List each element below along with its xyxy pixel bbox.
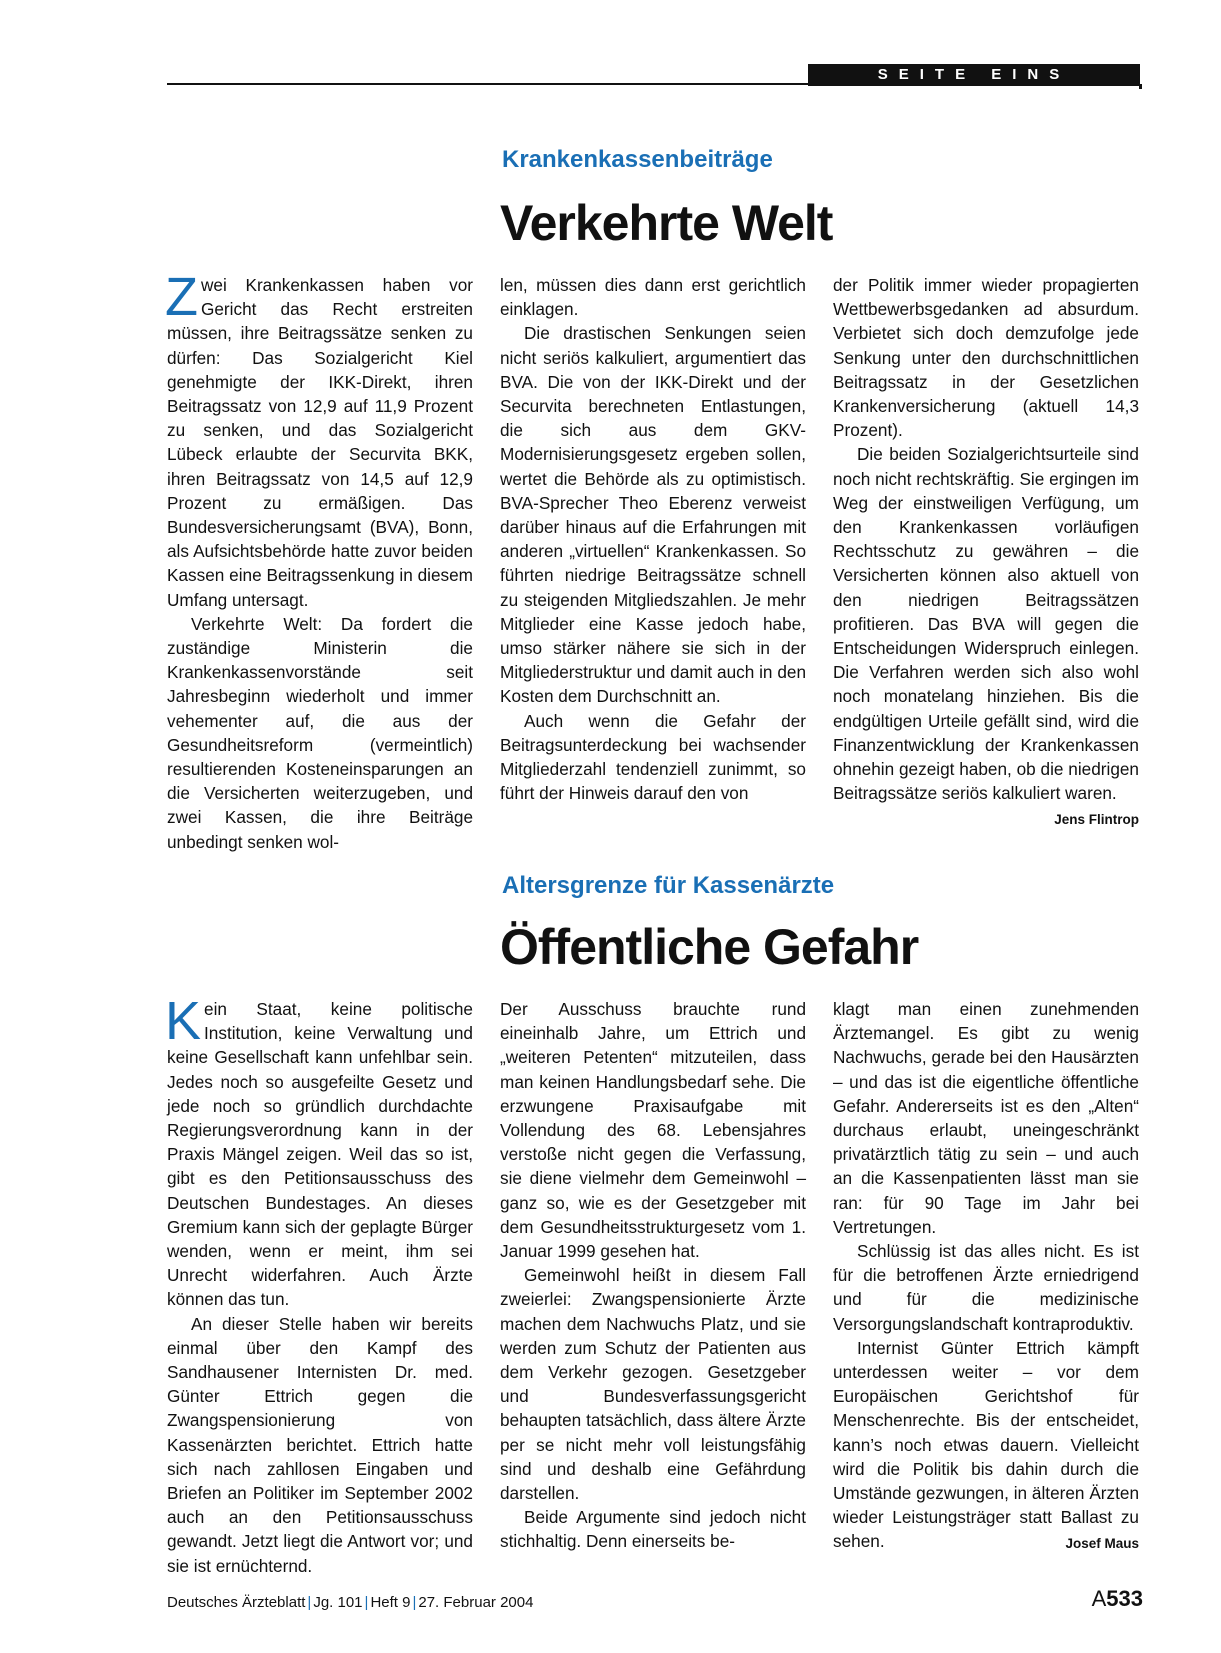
article2-col1-para: An dieser Stelle haben wir bereits einmal über den Kampf des Sandhausener Internisten Dr. med. Günter Ettrich gegen die Zwangspensionierung von Kassenärzten berichtet. Ettrich hatte sich nach zahllosen Eingaben und Briefen an Politiker im September 2002 auch an den Petitionsausschuss gewandt. Jetzt liegt die Antwort vor; und sie ist ernüchternd.	[167, 1313, 473, 1576]
article1-col3-text-1: Die beiden Sozialgerichtsurteile sind noch nicht rechtskräftig. Sie ergingen im Weg der einstweiligen Verfügung, um den Krankenkassen vorläufigen Rechtsschutz zu gewähren – die Versicherten können also aktuell von den niedrigen Beitragssätzen profitieren. Das BVA will gegen die Entscheidungen Widerspruch einlegen. Die Verfahren werden sich also wohl noch monatelang hinziehen. Bis die endgültigen Urteile gefällt sind, wird die Finanzentwicklung der Krankenkassen ohnehin gezeigt haben, ob die niedrigen Beitragssätze seriös kalkuliert waren.	[833, 444, 1139, 804]
article2-col3-para: klagt man einen zunehmenden Ärztemangel. Es gibt zu wenig Nachwuchs, gerade bei den Hausärzten – und das ist die eigentliche öffentliche Gefahr. Andererseits ist es den „Alten“ durchaus erlaubt, uneingeschränkt privatärztlich tätig zu sein – und auch an die Kassenpatienten lässt man sie ran: für 90 Tage im Jahr bei Vertretungen.	[833, 999, 1139, 1237]
footer-citation	[167, 1594, 533, 1611]
article1-col1-para	[165, 267, 473, 612]
article1-kicker: Krankenkassenbeiträge	[502, 146, 773, 173]
footer-separator: |	[412, 1594, 417, 1611]
article2-col3-para: Schlüssig ist das alles nicht. Es ist für die betroffenen Ärzte erniedrigend und für die medizinische Versorgungslandschaft kontraproduktiv.	[833, 1241, 1139, 1334]
article2-author: Josef Maus	[1065, 1536, 1139, 1552]
page-prefix: A	[1091, 1586, 1107, 1611]
article1-col1-text-0: wei Krankenkassen haben vor Gericht das Recht erstreiten müssen, ihre Beitragssätze senken zu dürfen: Das Sozialgericht Kiel genehmigte der IKK-Direkt, ihren Beitragssatz von 12,9 auf 11,9 Prozent zu senken, und das Sozialgericht Lübeck erlaubte der Securvita BKK, ihren Beitragssatz von 14,5 auf 12,9 Prozent zu ermäßigen. Das Bundesversicherungsamt (BVA), Bonn, als Aufsichtsbehörde hatte zuvor beiden Kassen eine Beitragssenkung in diesem Umfang untersagt.	[167, 275, 473, 610]
article1-column-3	[833, 273, 1139, 833]
article2-column-1	[165, 991, 473, 1578]
page-number-value: 533	[1106, 1586, 1143, 1611]
article1-headline: Verkehrte Welt	[500, 195, 833, 251]
article2-col1-text-0: ein Staat, keine politische Institution, keine Verwaltung und keine Gesellschaft kann unfehlbar sein. Jedes noch so ausgefeilte Gesetz und jede noch so gründlich durchdachte Regierungsverordnung kann in der Praxis Mängel zeigen. Weil das so ist, gibt es den Petitionsausschuss des Deutschen Bundestages. An dieses Gremium kann sich der geplagte Bürger wenden, wenn er meint, ihm sei Unrecht widerfahren. Auch Ärzte können das tun.	[167, 999, 473, 1310]
article1-col3-para	[833, 442, 1139, 828]
article2-col2-para: Der Ausschuss brauchte rund eineinhalb Jahre, um Ettrich und „weiteren Petenten“ mitzuteilen, dass man keinen Handlungsbedarf sehe. Die erzwungene Praxisaufgabe mit Vollendung des 68. Lebensjahres verstoße nicht gegen die Verfassung, sie diene vielmehr dem Gemeinwohl – ganz so, wie es der Gesetzgeber mit dem Gesundheitsstrukturgesetz vom 1. Januar 1999 gesehen hat.	[500, 999, 806, 1262]
article1-col2-para: Die drastischen Senkungen seien nicht seriös kalkuliert, argumentiert das BVA. Die von der IKK-Direkt und der Securvita berechneten Entlastungen, die sich aus dem GKV-Modernisierungsgesetz ergeben sollen, wertet die Behörde als zu optimistisch. BVA-Sprecher Theo Eberenz verweist darüber hinaus auf die Erfahrungen mit anderen „virtuellen“ Krankenkassen. So führten niedrige Beitragssätze schnell zu steigenden Mitgliedszahlen. Je mehr Mitglieder eine Kasse jedoch habe, umso stärker nähere sie sich in der Mitgliederstruktur und damit auch in den Kosten dem Durchschnitt an.	[500, 323, 806, 707]
article1-column-1	[165, 267, 473, 854]
article1-dropcap: Z	[165, 267, 198, 327]
section-label: SEITE EINS	[808, 64, 1140, 86]
article1-col3-para: der Politik immer wieder propagierten Wettbewerbsgedanken ad absurdum. Verbietet sich doch demzufolge jede Senkung unter den durchschnittlichen Beitragssatz in der Gesetzlichen Krankenversicherung (aktuell 14,3 Prozent).	[833, 275, 1139, 441]
article2-kicker: Altersgrenze für Kassenärzte	[502, 872, 835, 899]
article1-column-2	[500, 273, 806, 805]
page-number	[1092, 1586, 1143, 1612]
article2-column-3	[833, 997, 1139, 1557]
article2-headline: Öffentliche Gefahr	[500, 919, 919, 975]
footer-date: 27. Februar 2004	[418, 1594, 534, 1611]
article2-col2-para: Gemeinwohl heißt in diesem Fall zweierlei: Zwangspensionierte Ärzte machen dem Nachwuchs Platz, und sie werden zum Schutz der Patienten aus dem Verkehr gezogen. Gesetzgeber und Bundesverfassungsgericht behaupten tatsächlich, dass ältere Ärzte per se nicht mehr voll leistungsfähig sind und deshalb eine Gefährdung darstellen.	[500, 1265, 806, 1504]
article1-col1-para: Verkehrte Welt: Da fordert die zuständige Ministerin die Krankenkassenvorstände seit Jahresbeginn wiederholt und immer vehementer auf, die aus der Gesundheitsreform (vermeintlich) resultierenden Kosteneinsparungen an die Versicherten weiterzugeben, und zwei Kassen, die ihre Beiträge unbedingt senken wol-	[167, 613, 473, 852]
article2-column-2	[500, 997, 806, 1554]
footer-volume: Jg. 101	[313, 1594, 363, 1611]
footer-separator: |	[307, 1594, 312, 1611]
footer-journal: Deutsches Ärzteblatt	[167, 1594, 306, 1611]
footer-separator: |	[364, 1594, 369, 1611]
article2-col2-para: Beide Argumente sind jedoch nicht stichhaltig. Denn einerseits be-	[500, 1507, 806, 1552]
article2-col3-para	[833, 1336, 1139, 1554]
article1-col2-para: Auch wenn die Gefahr der Beitragsunterdeckung bei wachsender Mitgliederzahl tendenziell zunimmt, so führt der Hinweis darauf den von	[500, 710, 806, 804]
article2-dropcap: K	[165, 991, 202, 1051]
footer-issue: Heft 9	[370, 1594, 411, 1611]
article2-col1-para	[165, 991, 473, 1312]
article1-col2-para: len, müssen dies dann erst gerichtlich einklagen.	[500, 275, 806, 320]
article1-author: Jens Flintrop	[1054, 812, 1139, 828]
article2-col3-text-2: Internist Günter Ettrich kämpft unterdessen weiter – vor dem Europäischen Gerichtshof für Menschenrechte. Bis der entscheidet, kann’s noch etwas dauern. Vielleicht wird die Politik bis dahin durch die Umstände gezwungen, in älteren Ärzten wieder Leistungsträger statt Ballast zu sehen.	[833, 1337, 1139, 1552]
